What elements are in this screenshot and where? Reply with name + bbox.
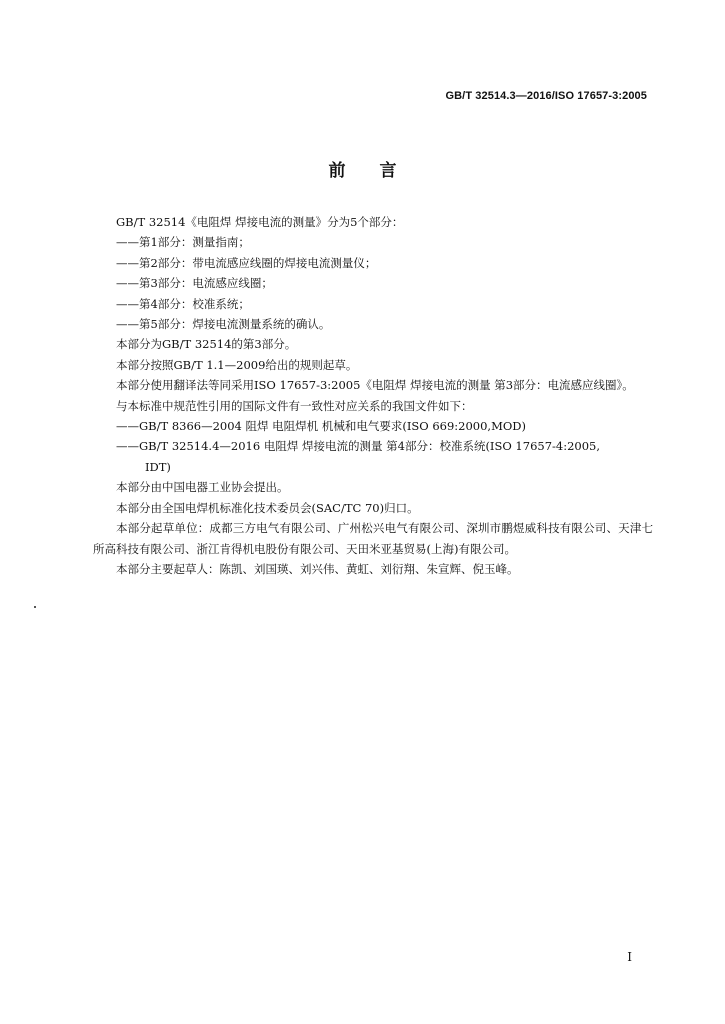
page-title: 前言 [328,161,431,181]
drafting-rule-paragraph: 本部分按照GB/T 1.1—2009给出的规则起草。 [116,357,358,372]
part-list-item: ——第5部分：焊接电流测量系统的确认。 [116,317,331,332]
part-list-item: ——第4部分：校准系统； [116,296,250,311]
intro-paragraph: GB/T 32514《电阻焊 焊接电流的测量》分为5个部分： [116,215,404,229]
reference-line: ——GB/T 32514.4—2016 电阻焊 焊接电流的测量 第4部分：校准系统(ISO 17657-4:2005, [116,439,601,454]
reference-item [93,436,653,477]
correspondence-paragraph: 与本标准中规范性引用的国际文件有一致性对应关系的我国文件如下： [116,398,473,413]
drafters-paragraph: 本部分主要起草人：陈凯、刘国瑛、刘兴伟、黄虹、刘衍翔、朱宣辉、倪玉峰。 [116,561,519,576]
translation-paragraph: 本部分使用翻译法等同采用ISO 17657-3:2005《电阻焊 焊接电流的测量 第3部分：电流感应线圈》。 [116,378,634,393]
reference-line: ——GB/T 8366—2004 阻焊 电阻焊机 机械和电气要求(ISO 669:2000,MOD) [116,419,526,434]
part-list-item: ——第2部分：带电流感应线圈的焊接电流测量仪； [116,255,377,270]
centralized-by-paragraph: 本部分由全国电焊机标准化技术委员会(SAC/TC 70)归口。 [116,500,419,515]
reference-item [93,416,653,436]
foreword-body [93,212,653,579]
standard-number-header: GB/T 32514.3—2016/ISO 17657-3:2005 [445,90,647,102]
part-of-paragraph: 本部分为GB/T 32514的第3部分。 [116,337,297,352]
reference-continuation: IDT) [145,459,171,474]
page-number: I [627,950,632,964]
part-list-item: ——第3部分：电流感应线圈； [116,276,273,291]
scan-speck [34,606,36,608]
part-list-item: ——第1部分：测量指南； [116,235,250,250]
proposed-by-paragraph: 本部分由中国电器工业协会提出。 [116,480,289,495]
drafting-units-paragraph: 本部分起草单位：成都三方电气有限公司、广州松兴电气有限公司、深圳市鹏煜威科技有限公司、天津七所高科技有限公司、浙江肯得机电股份有限公司、天田米亚基贸易(上海)有限公司。 [93,521,653,556]
